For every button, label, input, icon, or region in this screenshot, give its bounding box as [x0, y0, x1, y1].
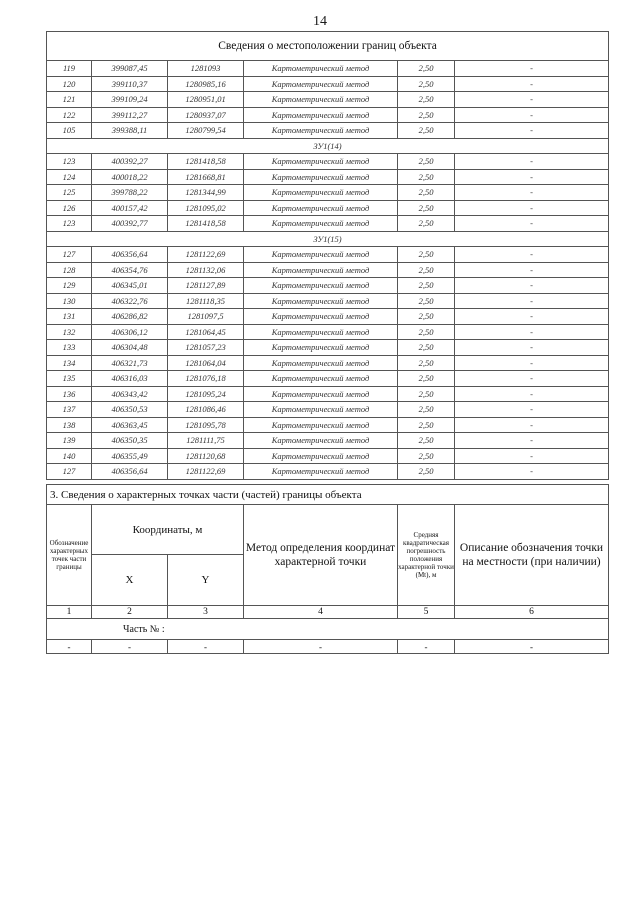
part-label: Часть № :	[47, 619, 609, 640]
description: -	[455, 433, 609, 449]
coord-x: 406356,64	[92, 247, 168, 263]
point-number: 123	[47, 154, 92, 170]
table-row	[47, 464, 609, 480]
table-row	[47, 200, 609, 216]
table-row	[47, 448, 609, 464]
group-label: ЗУ1(15)	[47, 231, 609, 247]
method: Картометрический метод	[244, 247, 398, 263]
coord-x: 406306,12	[92, 324, 168, 340]
table-row	[47, 402, 609, 418]
group-row	[47, 138, 609, 154]
table-row	[47, 61, 609, 77]
coord-y: 1280799,54	[168, 123, 244, 139]
mt-value: 2,50	[398, 464, 455, 480]
method: Картометрический метод	[244, 200, 398, 216]
point-number: 120	[47, 76, 92, 92]
table-row	[47, 216, 609, 232]
mt-value: 2,50	[398, 386, 455, 402]
coord-x: 406355,49	[92, 448, 168, 464]
column-numbers-row	[47, 606, 609, 619]
description: -	[455, 386, 609, 402]
empty-row	[47, 640, 609, 654]
point-number: 136	[47, 386, 92, 402]
coord-y: 1281097,5	[168, 309, 244, 325]
method: Картометрический метод	[244, 386, 398, 402]
coord-x: 406363,45	[92, 417, 168, 433]
coord-x: 406356,64	[92, 464, 168, 480]
coord-y: 1281095,24	[168, 386, 244, 402]
method: Картометрический метод	[244, 107, 398, 123]
table-row	[47, 278, 609, 294]
mt-value: 2,50	[398, 123, 455, 139]
coord-y: 1281095,78	[168, 417, 244, 433]
section-title-row	[47, 32, 609, 61]
mt-value: 2,50	[398, 371, 455, 387]
method: Картометрический метод	[244, 402, 398, 418]
table-row	[47, 371, 609, 387]
table-row	[47, 262, 609, 278]
coord-y: 1281127,89	[168, 278, 244, 294]
description: -	[455, 402, 609, 418]
empty-cell: -	[244, 640, 398, 654]
method: Картометрический метод	[244, 169, 398, 185]
method: Картометрический метод	[244, 309, 398, 325]
mt-value: 2,50	[398, 448, 455, 464]
table-row	[47, 123, 609, 139]
part-points-table	[46, 484, 609, 654]
description: -	[455, 355, 609, 371]
point-number: 130	[47, 293, 92, 309]
description: -	[455, 262, 609, 278]
method: Картометрический метод	[244, 355, 398, 371]
description: -	[455, 92, 609, 108]
coord-x: 406322,76	[92, 293, 168, 309]
description: -	[455, 448, 609, 464]
table-row	[47, 169, 609, 185]
coord-y: 1281064,04	[168, 355, 244, 371]
table-row	[47, 92, 609, 108]
method: Картометрический метод	[244, 61, 398, 77]
boundary-points-table	[46, 31, 609, 480]
empty-cell: -	[455, 640, 609, 654]
method: Картометрический метод	[244, 340, 398, 356]
header-x: X	[92, 555, 168, 606]
coord-x: 406345,01	[92, 278, 168, 294]
method: Картометрический метод	[244, 185, 398, 201]
table-row	[47, 247, 609, 263]
point-number: 119	[47, 61, 92, 77]
description: -	[455, 371, 609, 387]
mt-value: 2,50	[398, 154, 455, 170]
point-number: 125	[47, 185, 92, 201]
header-method: Метод определения координат характерной точки	[244, 505, 398, 606]
description: -	[455, 123, 609, 139]
description: -	[455, 61, 609, 77]
table-row	[47, 293, 609, 309]
coord-y: 1281122,69	[168, 247, 244, 263]
point-number: 127	[47, 464, 92, 480]
mt-value: 2,50	[398, 417, 455, 433]
mt-value: 2,50	[398, 309, 455, 325]
mt-value: 2,50	[398, 76, 455, 92]
point-number: 124	[47, 169, 92, 185]
description: -	[455, 154, 609, 170]
method: Картометрический метод	[244, 154, 398, 170]
coord-y: 1281122,69	[168, 464, 244, 480]
mt-value: 2,50	[398, 278, 455, 294]
method: Картометрический метод	[244, 448, 398, 464]
coord-y: 1281118,35	[168, 293, 244, 309]
point-number: 131	[47, 309, 92, 325]
method: Картометрический метод	[244, 76, 398, 92]
mt-value: 2,50	[398, 61, 455, 77]
coord-x: 399087,45	[92, 61, 168, 77]
coord-x: 400392,27	[92, 154, 168, 170]
point-number: 122	[47, 107, 92, 123]
coord-y: 1281057,23	[168, 340, 244, 356]
method: Картометрический метод	[244, 324, 398, 340]
coord-y: 1281111,75	[168, 433, 244, 449]
table-row	[47, 309, 609, 325]
coord-x: 399110,37	[92, 76, 168, 92]
point-number: 126	[47, 200, 92, 216]
table-row	[47, 340, 609, 356]
table-row	[47, 324, 609, 340]
mt-value: 2,50	[398, 355, 455, 371]
empty-cell: -	[398, 640, 455, 654]
description: -	[455, 340, 609, 356]
description: -	[455, 169, 609, 185]
mt-value: 2,50	[398, 402, 455, 418]
description: -	[455, 247, 609, 263]
header-point-label: Обозначение характерных точек части границы	[47, 505, 92, 606]
description: -	[455, 185, 609, 201]
method: Картометрический метод	[244, 262, 398, 278]
coord-x: 406354,76	[92, 262, 168, 278]
coord-x: 400018,22	[92, 169, 168, 185]
method: Картометрический метод	[244, 278, 398, 294]
method: Картометрический метод	[244, 123, 398, 139]
point-number: 123	[47, 216, 92, 232]
col-number: 5	[398, 606, 455, 619]
section3-title-row	[47, 485, 609, 505]
point-number: 139	[47, 433, 92, 449]
method: Картометрический метод	[244, 464, 398, 480]
table-row	[47, 76, 609, 92]
coord-x: 406286,82	[92, 309, 168, 325]
description: -	[455, 464, 609, 480]
empty-cell: -	[92, 640, 168, 654]
point-number: 121	[47, 92, 92, 108]
description: -	[455, 417, 609, 433]
mt-value: 2,50	[398, 200, 455, 216]
coord-x: 400392,77	[92, 216, 168, 232]
point-number: 105	[47, 123, 92, 139]
mt-value: 2,50	[398, 293, 455, 309]
mt-value: 2,50	[398, 340, 455, 356]
mt-value: 2,50	[398, 92, 455, 108]
header-row-1	[47, 505, 609, 555]
header-coords: Координаты, м	[92, 505, 244, 555]
table-row	[47, 185, 609, 201]
header-y: Y	[168, 555, 244, 606]
method: Картометрический метод	[244, 92, 398, 108]
description: -	[455, 293, 609, 309]
table-row	[47, 355, 609, 371]
table-row	[47, 433, 609, 449]
point-number: 138	[47, 417, 92, 433]
coord-x: 399388,11	[92, 123, 168, 139]
coord-x: 406316,03	[92, 371, 168, 387]
coord-x: 406343,42	[92, 386, 168, 402]
table-row	[47, 107, 609, 123]
mt-value: 2,50	[398, 433, 455, 449]
table-row	[47, 154, 609, 170]
point-number: 128	[47, 262, 92, 278]
col-number: 6	[455, 606, 609, 619]
mt-value: 2,50	[398, 169, 455, 185]
coord-y: 1281076,18	[168, 371, 244, 387]
point-number: 127	[47, 247, 92, 263]
part-row	[47, 619, 609, 640]
coord-y: 1280951,01	[168, 92, 244, 108]
header-desc: Описание обозначения точки на местности (при наличии)	[455, 505, 609, 606]
coord-x: 399112,27	[92, 107, 168, 123]
coord-y: 1281064,45	[168, 324, 244, 340]
col-number: 2	[92, 606, 168, 619]
table-row	[47, 417, 609, 433]
table-row	[47, 386, 609, 402]
mt-value: 2,50	[398, 107, 455, 123]
coord-y: 1281132,06	[168, 262, 244, 278]
method: Картометрический метод	[244, 293, 398, 309]
group-row	[47, 231, 609, 247]
coord-y: 1281093	[168, 61, 244, 77]
point-number: 133	[47, 340, 92, 356]
point-number: 137	[47, 402, 92, 418]
description: -	[455, 200, 609, 216]
coord-x: 406350,53	[92, 402, 168, 418]
mt-value: 2,50	[398, 185, 455, 201]
coord-y: 1280985,16	[168, 76, 244, 92]
coord-x: 399788,22	[92, 185, 168, 201]
mt-value: 2,50	[398, 324, 455, 340]
coord-y: 1281668,81	[168, 169, 244, 185]
mt-value: 2,50	[398, 216, 455, 232]
coord-y: 1281344,99	[168, 185, 244, 201]
description: -	[455, 216, 609, 232]
coord-x: 400157,42	[92, 200, 168, 216]
coord-y: 1281095,02	[168, 200, 244, 216]
empty-cell: -	[47, 640, 92, 654]
section-title: Сведения о местоположении границ объекта	[47, 32, 609, 61]
point-number: 132	[47, 324, 92, 340]
header-mt: Средняя квадратическая погрешность положения характерной точки (Mt), м	[398, 505, 455, 606]
col-number: 1	[47, 606, 92, 619]
coord-y: 1281120,68	[168, 448, 244, 464]
method: Картометрический метод	[244, 417, 398, 433]
empty-cell: -	[168, 640, 244, 654]
method: Картометрический метод	[244, 216, 398, 232]
method: Картометрический метод	[244, 371, 398, 387]
coord-y: 1280937,07	[168, 107, 244, 123]
coord-y: 1281418,58	[168, 154, 244, 170]
method: Картометрический метод	[244, 433, 398, 449]
group-label: ЗУ1(14)	[47, 138, 609, 154]
section3-title: 3. Сведения о характерных точках части (частей) границы объекта	[47, 485, 609, 505]
mt-value: 2,50	[398, 247, 455, 263]
coord-x: 406321,73	[92, 355, 168, 371]
mt-value: 2,50	[398, 262, 455, 278]
point-number: 135	[47, 371, 92, 387]
description: -	[455, 324, 609, 340]
col-number: 4	[244, 606, 398, 619]
coord-x: 406304,48	[92, 340, 168, 356]
coord-y: 1281418,58	[168, 216, 244, 232]
description: -	[455, 309, 609, 325]
description: -	[455, 76, 609, 92]
coord-x: 406350,35	[92, 433, 168, 449]
page-number: 14	[313, 14, 327, 29]
col-number: 3	[168, 606, 244, 619]
point-number: 134	[47, 355, 92, 371]
point-number: 129	[47, 278, 92, 294]
coord-y: 1281086,46	[168, 402, 244, 418]
description: -	[455, 107, 609, 123]
description: -	[455, 278, 609, 294]
point-number: 140	[47, 448, 92, 464]
coord-x: 399109,24	[92, 92, 168, 108]
